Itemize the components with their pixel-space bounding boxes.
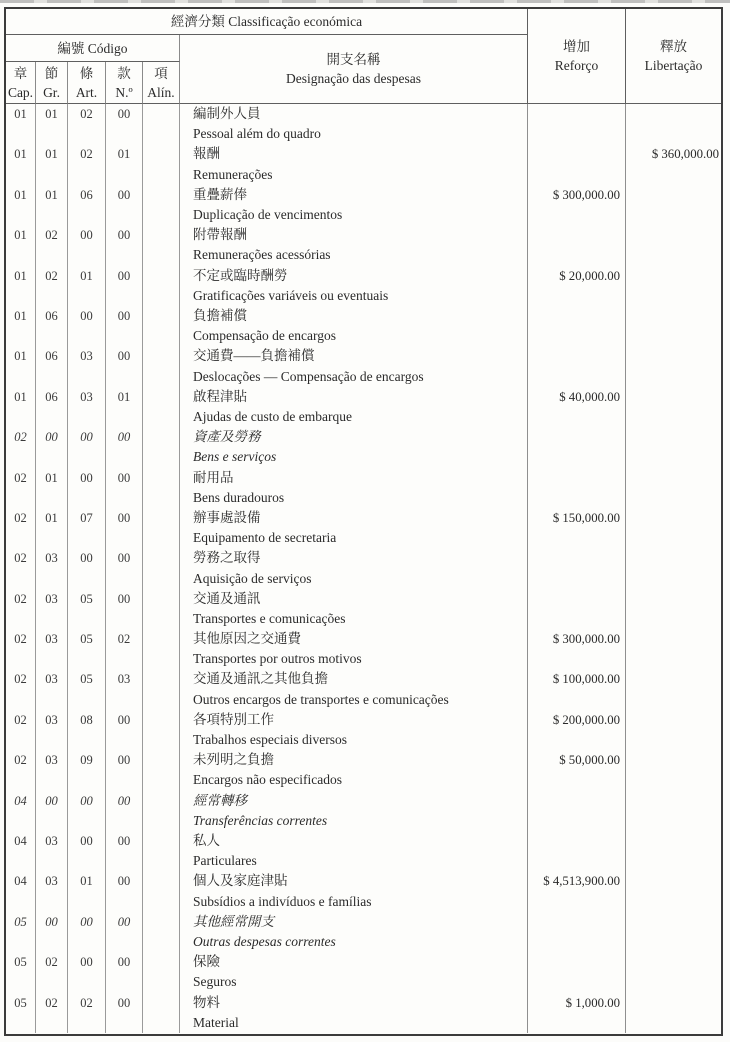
designation-zh: 未列明之負擔 [193,752,274,768]
cell-designation [180,387,528,427]
cell-cap: 01 [6,266,36,306]
cell-designation [180,952,528,992]
cell-libertacao [626,306,721,346]
cell-cap: 01 [6,185,36,225]
cell-cap: 02 [6,589,36,629]
designation-zh: 交通及通訊之其他負擔 [193,671,328,687]
designation-pt: Compensação de encargos [193,328,336,344]
cell-designation [180,185,528,225]
cell-reforco [528,831,626,871]
cell-designation [180,912,528,952]
designation-pt: Subsídios a indivíduos e famílias [193,893,372,909]
designation-pt: Particulares [193,853,257,869]
designation-pt: Aquisição de serviços [193,570,312,586]
cell-n: 00 [106,750,143,790]
header-col-art [68,62,106,104]
designation-pt: Pessoal além do quadro [193,126,321,142]
cell-n: 00 [106,427,143,467]
designation-zh: 重疊薪俸 [193,186,247,202]
cell-reforco [528,266,626,306]
cell-designation [180,669,528,709]
cell-art: 05 [68,589,106,629]
cell-n: 00 [106,831,143,871]
cell-n: 00 [106,104,143,144]
cell-cap: 04 [6,871,36,911]
header-designation [180,35,528,104]
cell-alin [143,266,180,306]
cell-gr: 00 [36,427,68,467]
reforco-amount: $ 1,000.00 [565,995,620,1010]
cell-reforco [528,912,626,952]
cell-gr: 03 [36,669,68,709]
cell-designation [180,306,528,346]
cell-libertacao [626,912,721,952]
designation-pt: Bens duradouros [193,489,285,505]
cell-libertacao [626,508,721,548]
reforco-amount: $ 40,000.00 [559,389,620,404]
cell-designation [180,548,528,588]
designation-pt: Ajudas de custo de embarque [193,408,352,424]
cell-art: 00 [68,831,106,871]
reforco-amount: $ 200,000.00 [552,712,620,727]
cell-n: 00 [106,508,143,548]
cell-libertacao [626,710,721,750]
cell-alin [143,589,180,629]
cell-n: 00 [106,993,143,1033]
cell-gr: 01 [36,468,68,508]
cell-art: 03 [68,387,106,427]
cell-cap: 01 [6,144,36,184]
cell-n: 00 [106,346,143,386]
cell-n: 00 [106,548,143,588]
cell-gr: 03 [36,548,68,588]
cell-alin [143,225,180,265]
cell-n: 00 [106,791,143,831]
header-col-cap [6,62,36,104]
table-body [6,104,721,1033]
cell-gr: 02 [36,993,68,1033]
cell-libertacao [626,548,721,588]
table-row [6,750,721,790]
cell-art: 00 [68,468,106,508]
cell-libertacao [626,104,721,144]
cell-gr: 01 [36,508,68,548]
cell-n: 00 [106,468,143,508]
table-row [6,468,721,508]
cell-cap: 02 [6,508,36,548]
cell-alin [143,104,180,144]
cell-designation [180,589,528,629]
header-libertacao [626,9,721,104]
reforco-amount: $ 4,513,900.00 [543,874,620,889]
cell-reforco [528,548,626,588]
cell-alin [143,912,180,952]
cell-reforco [528,468,626,508]
cell-gr: 06 [36,346,68,386]
table-row [6,225,721,265]
cell-reforco [528,589,626,629]
header-col-alin-pt: Alín. [147,84,175,100]
cell-gr: 03 [36,831,68,871]
cell-art: 02 [68,144,106,184]
cell-cap: 01 [6,306,36,346]
cell-reforco [528,669,626,709]
cell-reforco [528,710,626,750]
cell-reforco [528,508,626,548]
header-col-alin-zh: 項 [154,65,168,81]
cell-designation [180,346,528,386]
cell-alin [143,993,180,1033]
table-row [6,387,721,427]
cell-alin [143,185,180,225]
cell-cap: 04 [6,791,36,831]
designation-zh: 各項特別工作 [193,711,274,727]
header-code-group [6,35,180,62]
cell-art: 05 [68,669,106,709]
table-row [6,185,721,225]
cell-reforco [528,952,626,992]
reforco-amount: $ 300,000.00 [552,632,620,647]
cell-alin [143,831,180,871]
cell-reforco [528,306,626,346]
cell-n: 02 [106,629,143,669]
cell-designation [180,710,528,750]
cell-designation [180,750,528,790]
designation-zh: 負擔補償 [193,307,247,323]
scan-artifact [0,0,730,3]
table-row [6,266,721,306]
cell-alin [143,387,180,427]
budget-amendment-table [4,7,723,1036]
header-col-art-zh: 條 [79,65,94,81]
cell-designation [180,225,528,265]
designation-pt: Remunerações [193,166,273,182]
cell-designation [180,993,528,1033]
cell-art: 02 [68,104,106,144]
designation-zh: 編制外人員 [193,106,261,121]
cell-gr: 02 [36,952,68,992]
cell-gr: 02 [36,225,68,265]
cell-reforco [528,427,626,467]
cell-libertacao [626,871,721,911]
cell-art: 00 [68,306,106,346]
designation-zh: 私人 [193,833,220,849]
cell-alin [143,750,180,790]
table-row [6,306,721,346]
cell-alin [143,427,180,467]
designation-zh: 交通及通訊 [193,590,261,606]
cell-art: 02 [68,993,106,1033]
cell-alin [143,548,180,588]
table-row [6,831,721,871]
cell-designation [180,871,528,911]
cell-designation [180,104,528,144]
cell-reforco [528,346,626,386]
cell-designation [180,791,528,831]
cell-libertacao [626,225,721,265]
cell-designation [180,508,528,548]
cell-reforco [528,993,626,1033]
table-row [6,710,721,750]
cell-reforco [528,104,626,144]
cell-n: 00 [106,710,143,750]
cell-cap: 02 [6,629,36,669]
cell-gr: 03 [36,589,68,629]
cell-libertacao [626,952,721,992]
designation-pt: Gratificações variáveis ou eventuais [193,287,389,303]
cell-alin [143,144,180,184]
header-code-group-label: 編號 Código [57,40,128,56]
cell-libertacao [626,993,721,1033]
header-col-alin [143,62,180,104]
cell-n: 00 [106,185,143,225]
cell-art: 00 [68,912,106,952]
header-libertacao-zh: 釋放 [660,39,687,54]
designation-zh: 報酬 [193,146,220,162]
designation-pt: Trabalhos especiais diversos [193,732,347,748]
cell-reforco [528,629,626,669]
cell-gr: 03 [36,710,68,750]
cell-libertacao [626,387,721,427]
cell-libertacao [626,427,721,467]
libertacao-amount: $ 360,000.00 [651,147,719,162]
designation-pt: Deslocações — Compensação de encargos [193,368,424,384]
designation-pt: Transportes por outros motivos [193,651,362,667]
table-row [6,791,721,831]
cell-cap: 02 [6,710,36,750]
cell-cap: 02 [6,669,36,709]
cell-n: 00 [106,266,143,306]
designation-zh: 其他原因之交通費 [193,631,301,647]
table-row [6,548,721,588]
designation-zh: 個人及家庭津貼 [193,873,288,889]
designation-zh: 其他經常開支 [193,913,274,929]
cell-libertacao [626,629,721,669]
designation-pt: Outros encargos de transportes e comunicações [193,691,449,707]
cell-cap: 01 [6,387,36,427]
table-row [6,952,721,992]
cell-reforco [528,791,626,831]
cell-designation [180,144,528,184]
designation-zh: 物料 [193,994,220,1010]
cell-gr: 01 [36,144,68,184]
header-economic-classification-label: 經濟分類 Classificação económica [170,14,363,29]
cell-gr: 03 [36,750,68,790]
cell-libertacao [626,589,721,629]
cell-libertacao [626,266,721,306]
cell-libertacao [626,831,721,871]
designation-pt: Transportes e comunicações [193,610,346,626]
cell-gr: 01 [36,104,68,144]
table-row [6,346,721,386]
cell-n: 00 [106,306,143,346]
designation-zh: 辦事處設備 [193,509,261,525]
cell-gr: 03 [36,871,68,911]
cell-art: 07 [68,508,106,548]
cell-reforco [528,871,626,911]
designation-zh: 資產及勞務 [193,429,261,445]
cell-cap: 02 [6,427,36,467]
header-col-art-pt: Art. [75,84,98,100]
cell-alin [143,629,180,669]
header-reforco-zh: 增加 [563,39,590,54]
cell-designation [180,629,528,669]
cell-n: 00 [106,952,143,992]
designation-pt: Material [193,1014,239,1030]
designation-zh: 啟程津貼 [193,388,247,404]
cell-gr: 01 [36,185,68,225]
cell-alin [143,791,180,831]
cell-cap: 02 [6,750,36,790]
header-col-n-zh: 款 [117,65,131,81]
reforco-amount: $ 150,000.00 [552,510,620,525]
cell-n: 00 [106,871,143,911]
table-row [6,508,721,548]
cell-designation [180,831,528,871]
cell-gr: 00 [36,791,68,831]
designation-pt: Equipamento de secretaria [193,530,337,546]
cell-libertacao [626,669,721,709]
cell-alin [143,871,180,911]
table-row [6,912,721,952]
designation-zh: 耐用品 [193,469,234,485]
cell-alin [143,952,180,992]
cell-art: 08 [68,710,106,750]
cell-cap: 01 [6,225,36,265]
cell-n: 00 [106,225,143,265]
designation-zh: 附帶報酬 [193,227,247,243]
designation-zh: 勞務之取得 [193,550,261,566]
cell-libertacao [626,185,721,225]
cell-libertacao [626,791,721,831]
cell-n: 00 [106,912,143,952]
header-designation-zh: 開支名稱 [326,52,381,67]
table-row [6,589,721,629]
designation-pt: Remunerações acessórias [193,247,331,263]
designation-pt: Encargos não especificados [193,772,342,788]
header-libertacao-pt: Libertação [644,58,703,73]
table-header [6,9,721,104]
cell-cap: 01 [6,104,36,144]
cell-cap: 02 [6,468,36,508]
cell-n: 01 [106,387,143,427]
reforco-amount: $ 20,000.00 [559,268,620,283]
cell-cap: 01 [6,346,36,386]
header-reforco-pt: Reforço [554,58,599,73]
cell-reforco [528,225,626,265]
cell-reforco [528,144,626,184]
cell-designation [180,427,528,467]
table-row [6,104,721,144]
cell-alin [143,468,180,508]
cell-alin [143,669,180,709]
designation-pt: Duplicação de vencimentos [193,206,343,222]
designation-pt: Outras despesas correntes [193,934,336,950]
cell-art: 03 [68,346,106,386]
cell-cap: 04 [6,831,36,871]
cell-art: 01 [68,266,106,306]
cell-art: 00 [68,791,106,831]
table-row [6,993,721,1033]
cell-n: 01 [106,144,143,184]
cell-n: 00 [106,589,143,629]
cell-alin [143,710,180,750]
cell-gr: 06 [36,306,68,346]
reforco-amount: $ 300,000.00 [552,187,620,202]
designation-pt: Bens e serviços [193,449,277,465]
cell-gr: 03 [36,629,68,669]
cell-libertacao [626,750,721,790]
cell-gr: 02 [36,266,68,306]
cell-art: 05 [68,629,106,669]
table-row [6,144,721,184]
table-row [6,669,721,709]
cell-gr: 06 [36,387,68,427]
header-col-n [106,62,143,104]
reforco-amount: $ 50,000.00 [559,753,620,768]
cell-alin [143,346,180,386]
cell-libertacao [626,468,721,508]
cell-designation [180,468,528,508]
cell-cap: 05 [6,912,36,952]
cell-art: 00 [68,548,106,588]
cell-reforco [528,750,626,790]
cell-art: 06 [68,185,106,225]
header-col-gr [36,62,68,104]
cell-reforco [528,185,626,225]
designation-zh: 不定或臨時酬勞 [193,267,288,283]
cell-reforco [528,387,626,427]
cell-cap: 02 [6,548,36,588]
cell-gr: 00 [36,912,68,952]
header-designation-pt: Designação das despesas [286,71,421,86]
table-row [6,871,721,911]
cell-art: 00 [68,952,106,992]
designation-zh: 交通費——負擔補償 [193,348,315,364]
designation-pt: Seguros [193,974,237,990]
reforco-amount: $ 100,000.00 [552,672,620,687]
cell-art: 00 [68,225,106,265]
header-col-cap-zh: 章 [13,65,28,81]
cell-cap: 05 [6,993,36,1033]
cell-n: 03 [106,669,143,709]
header-economic-classification [6,9,528,35]
table-row [6,427,721,467]
table-row [6,629,721,669]
header-col-n-pt: N.º [115,84,133,100]
designation-zh: 保險 [193,954,220,970]
header-reforco [528,9,626,104]
cell-art: 01 [68,871,106,911]
cell-alin [143,508,180,548]
cell-designation [180,266,528,306]
header-col-gr-pt: Gr. [43,84,60,100]
cell-libertacao [626,346,721,386]
designation-pt: Transferências correntes [193,812,328,828]
cell-art: 09 [68,750,106,790]
designation-zh: 經常轉移 [193,792,247,808]
cell-alin [143,306,180,346]
header-col-gr-zh: 節 [44,65,59,81]
cell-art: 00 [68,427,106,467]
header-col-cap-pt: Cap. [7,84,34,100]
cell-libertacao [626,144,721,184]
cell-cap: 05 [6,952,36,992]
